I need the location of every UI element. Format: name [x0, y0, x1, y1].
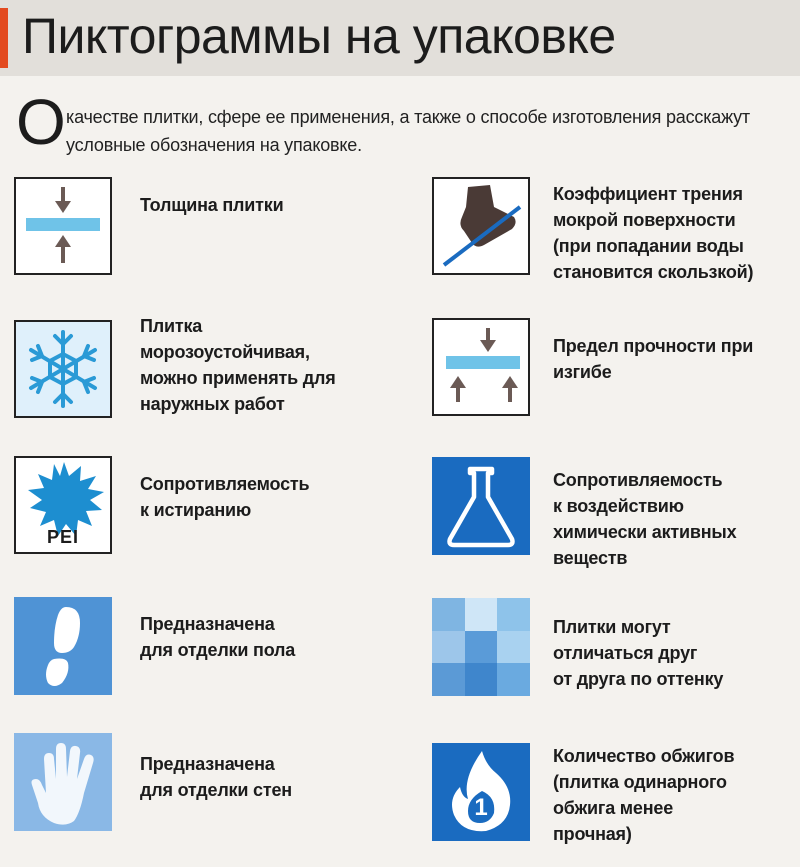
- shade-variation-icon: [432, 598, 530, 696]
- label-bending-strength: Предел прочности при изгибе: [553, 336, 754, 382]
- snowflake-icon: [14, 320, 112, 418]
- chemical-flask-icon: [432, 457, 530, 555]
- label-shade-variation: Плитки могут отличаться друг от друга по оттенку: [553, 617, 724, 689]
- label-frost-resistant: Плитка морозоустойчивая, можно применять для наружных работ: [140, 316, 336, 414]
- intro-paragraph: [16, 86, 786, 158]
- accent-bar: [0, 8, 8, 68]
- label-wall-use: Предназначена для отделки стен: [140, 754, 292, 800]
- footprint-icon: [14, 597, 112, 695]
- handprint-icon: [14, 733, 112, 831]
- page-header: [0, 0, 800, 76]
- label-floor-use: Предназначена для отделки пола: [140, 614, 296, 660]
- firing-count-icon: [432, 743, 530, 841]
- thickness-icon: [14, 177, 112, 275]
- page-title: Пиктограммы на упаковке: [22, 8, 616, 64]
- intro-text: качестве плитки, сфере ее применения, а также о способе изготовления расскажут условные обозначения на упаковке.: [66, 107, 750, 155]
- label-thickness: Толщина плитки: [140, 195, 284, 215]
- label-wet-friction: Коэффициент трения мокрой поверхности (при попадании воды становится скользкой): [553, 184, 754, 282]
- pei-badge: PEI: [46, 527, 79, 547]
- label-abrasion-resistance: Сопротивляемость к истиранию: [140, 474, 310, 520]
- bending-strength-icon: [432, 318, 530, 416]
- intro-dropcap: О: [16, 86, 66, 158]
- label-firing-count: Количество обжигов (плитка одинарного обжига менее прочная): [553, 746, 735, 844]
- label-chemical-resistance: Сопротивляемость к воздействию химически активных веществ: [553, 470, 737, 568]
- wet-friction-icon: [432, 177, 530, 275]
- firing-count-badge: 1: [474, 794, 488, 821]
- pei-abrasion-icon: [14, 456, 112, 554]
